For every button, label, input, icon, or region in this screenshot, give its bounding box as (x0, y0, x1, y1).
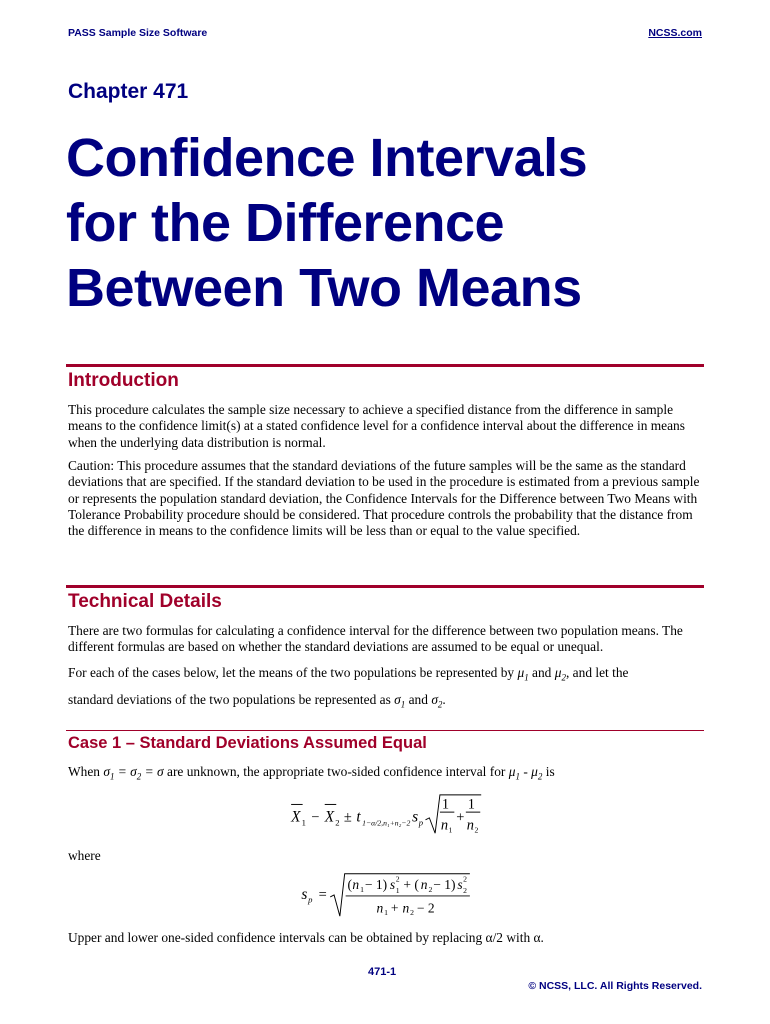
svg-text:− 1): − 1) (364, 877, 388, 893)
title-line-3: Between Two Means (66, 258, 582, 318)
page-title (66, 126, 726, 321)
case1-when-text-a: When (68, 764, 100, 779)
svg-text:p: p (308, 894, 313, 905)
svg-text:+: + (456, 809, 465, 826)
svg-text:− 2: − 2 (416, 900, 435, 916)
svg-text:s: s (389, 877, 396, 893)
technical-paragraph-2 (68, 662, 700, 715)
pooled-standard-deviation-formula (298, 868, 478, 920)
svg-text:X: X (291, 808, 301, 826)
svg-text:t: t (356, 808, 361, 826)
chapter-number: Chapter 471 (68, 80, 189, 103)
technical-para2-end: . (442, 691, 446, 707)
case1-when-dash: - (523, 764, 528, 779)
section-divider-technical (66, 585, 704, 588)
case1-mu1-symbol: $\mu_1$ (508, 764, 520, 782)
case1-when-line (68, 764, 700, 785)
technical-para2-text-b: , and let the (565, 665, 629, 680)
sigma1-symbol: $\sigma_1$ (394, 691, 406, 710)
title-line-2: for the Difference (66, 193, 505, 253)
svg-text:2: 2 (335, 817, 340, 828)
svg-text:s: s (457, 877, 463, 893)
footer-copyright: © NCSS, LLC. All Rights Reserved. (528, 980, 702, 992)
svg-text:− 1): − 1) (433, 877, 456, 893)
svg-text:n: n (376, 900, 384, 916)
svg-text:n: n (352, 877, 360, 893)
technical-para2-text-c: standard deviations of the two populations be represented as (68, 691, 391, 707)
svg-text:+: + (390, 900, 399, 916)
svg-text:1: 1 (467, 796, 475, 813)
svg-text:+ (: + ( (403, 877, 419, 893)
where-text: where (68, 848, 101, 863)
case1-when-text-b: are unknown, the appropriate two-sided confidence interval for (167, 764, 506, 779)
confidence-interval-formula (285, 791, 495, 839)
technical-paragraph-1: There are two formulas for calculating a confidence interval for the difference between two population means. The different formulas are based on whether the standard deviations are assumed to be equal or unequal. (68, 623, 683, 655)
svg-text:X: X (324, 808, 335, 826)
technical-para2-text-a: For each of the cases below, let the means of the two populations be represented by (68, 665, 515, 680)
svg-text:n: n (466, 817, 475, 834)
case1-heading: Case 1 – Standard Deviations Assumed Equal (68, 734, 427, 752)
technical-para2-and-2: and (408, 691, 428, 707)
case1-closing-text: Upper and lower one-sided confidence intervals can be obtained by replacing α/2 with α. (68, 930, 544, 945)
svg-text:s: s (412, 808, 419, 826)
svg-text:2: 2 (463, 874, 467, 884)
introduction-heading: Introduction (68, 370, 179, 391)
mu1-symbol: $\mu_1$ (517, 665, 529, 683)
svg-text:2: 2 (410, 908, 414, 918)
sigma2-symbol: $\sigma_2$ (431, 691, 443, 710)
svg-text:=: = (318, 886, 327, 903)
title-line-1: Confidence Intervals (66, 128, 588, 188)
svg-text:1: 1 (301, 817, 306, 828)
case1-divider (66, 730, 704, 731)
svg-text:1−α/2,n₁+n₂−2: 1−α/2,n₁+n₂−2 (362, 818, 411, 828)
header-software-name: PASS Sample Size Software (68, 27, 208, 39)
case1-mu2-symbol: $\mu_2$ (531, 764, 543, 782)
footer-page-number: 471-1 (368, 966, 397, 978)
technical-para2-and-1: and (532, 665, 552, 680)
svg-text:1: 1 (360, 885, 364, 895)
mu2-symbol: $\mu_2$ (554, 665, 566, 683)
svg-text:1: 1 (448, 825, 453, 835)
svg-text:n: n (402, 900, 410, 916)
svg-text:−: − (311, 809, 320, 826)
header-ncss-link[interactable]: NCSS.com (648, 27, 702, 39)
introduction-paragraph-1: This procedure calculates the sample size necessary to achieve a specified distance from the difference in sample means to the confidence limit(s) at a stated confidence level for a confidence interval about the difference in means when the underlying data distribution is normal. (68, 402, 685, 450)
svg-text:1: 1 (384, 908, 388, 918)
svg-text:2: 2 (463, 886, 467, 896)
technical-details-heading: Technical Details (68, 591, 222, 612)
svg-text:1: 1 (441, 796, 450, 813)
svg-text:1: 1 (395, 886, 400, 896)
sigma-equality-expression: $\sigma_1 = \sigma_2 = \sigma$ (103, 764, 164, 782)
svg-text:s: s (301, 885, 308, 903)
svg-text:n: n (440, 817, 449, 834)
section-divider-introduction (66, 364, 704, 367)
svg-text:p: p (418, 817, 424, 828)
svg-text:(: ( (347, 877, 353, 893)
svg-text:±: ± (343, 809, 352, 826)
svg-text:n: n (420, 877, 428, 893)
introduction-paragraph-2: Caution: This procedure assumes that the standard deviations of the future samples will be the same as the standard deviations that are specified. If the standard deviation to be used in the procedure is estimated from a previous sample or represents the population standard deviation, the Confidence Intervals for the Difference between Two Means with Tolerance Probability procedure should be considered. That procedure controls the probability that the distance from the difference in means to the confidence limits will be less than or equal to the value specified. (68, 458, 700, 539)
case1-when-is: is (545, 764, 555, 779)
svg-text:2: 2 (474, 825, 479, 835)
svg-text:2: 2 (428, 885, 433, 895)
svg-text:2: 2 (395, 874, 400, 884)
